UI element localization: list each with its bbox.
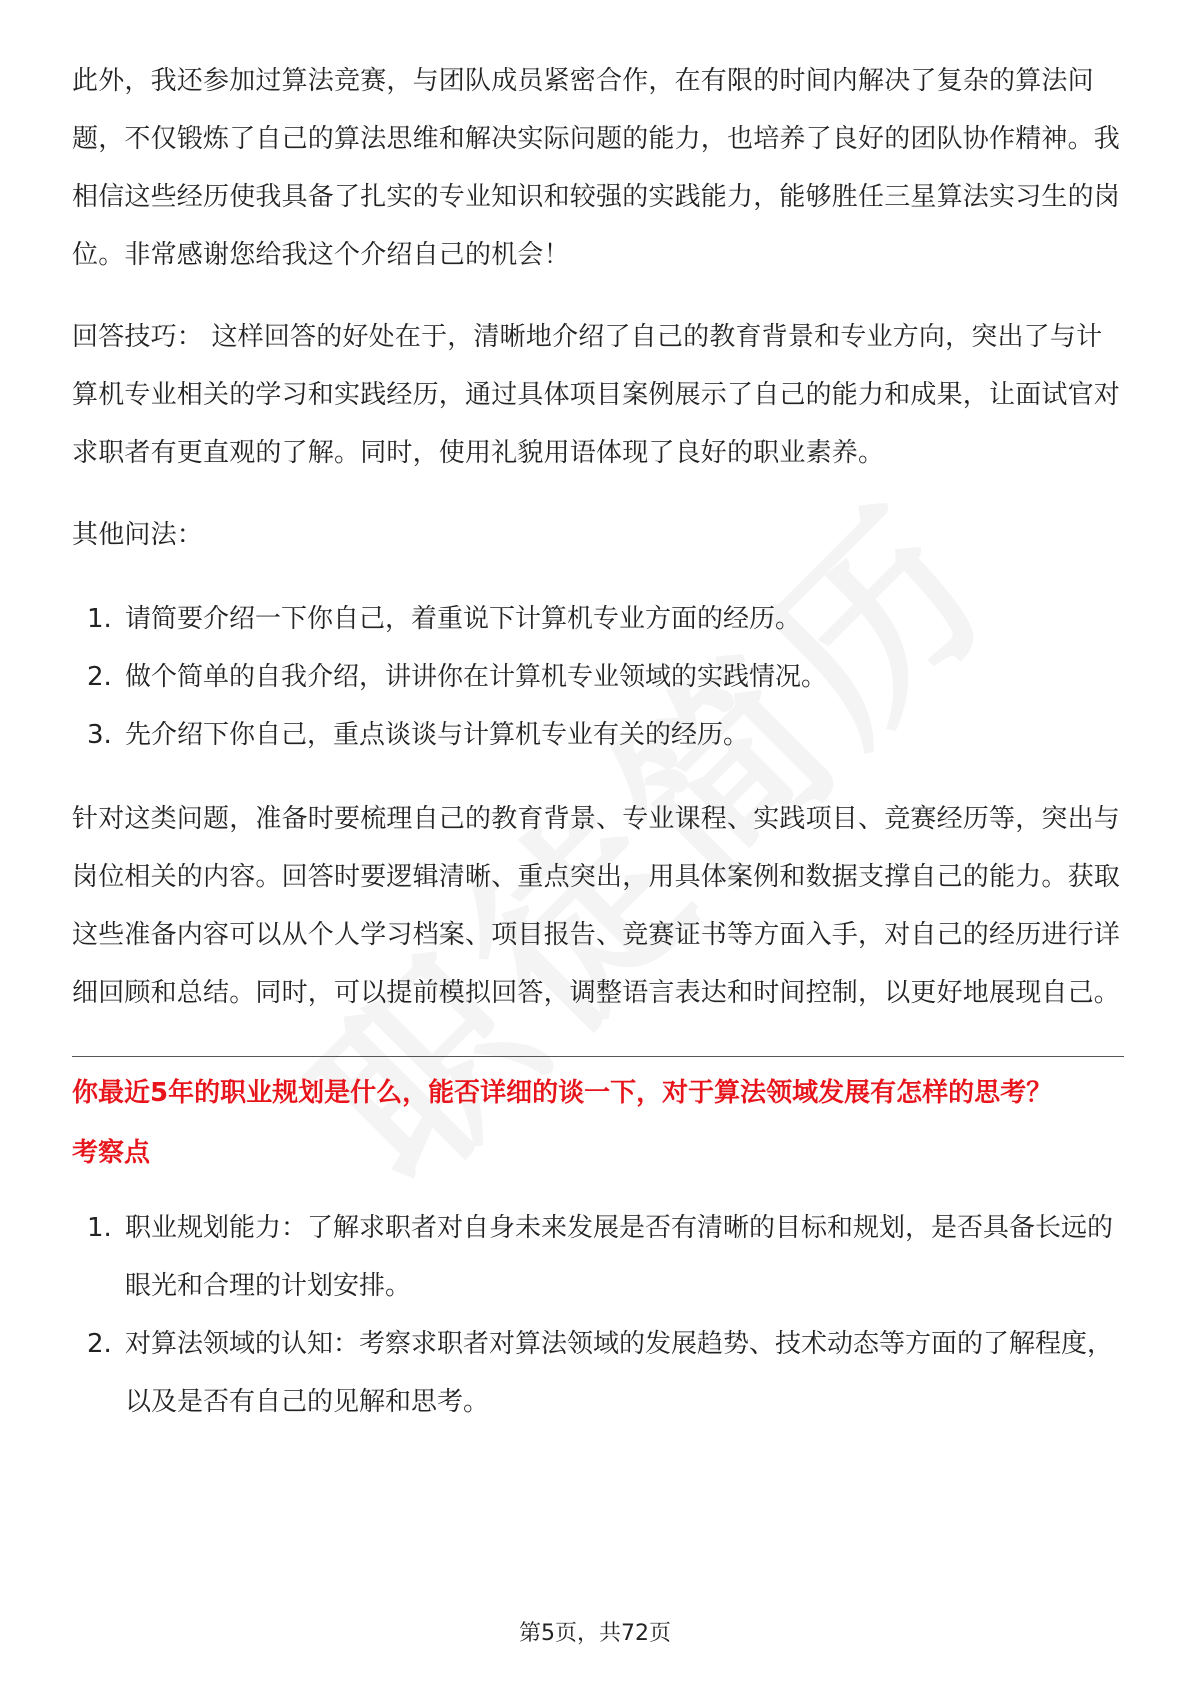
document-page (72, 52, 1124, 1431)
other-questions-list (72, 590, 1124, 764)
section-divider (72, 1056, 1124, 1057)
question-heading: 你最近5年的职业规划是什么，能否详细的谈一下，对于算法领域发展有怎样的思考？ (72, 1078, 1053, 1108)
list-item: 2. 对算法领域的认知：考察求职者对算法领域的发展趋势、技术动态等方面的了解程度，以及是否有自己的见解和思考。 (87, 1329, 1114, 1417)
page-footer: 第5页，共72页 (519, 1621, 671, 1646)
list-item: 1. 职业规划能力：了解求职者对自身未来发展是否有清晰的目标和规划，是否具备长远的眼光和合理的计划安排。 (87, 1213, 1114, 1301)
list-item: 1. 请简要介绍一下你自己，着重说下计算机专业方面的经历。 (87, 604, 802, 634)
paragraph-preparation: 针对这类问题，准备时要梳理自己的教育背景、专业课程、实践项目、竞赛经历等，突出与岗位相关的内容。回答时要逻辑清晰、重点突出，用具体案例和数据支撑自己的能力。获取这些准备内容可以从个人学习档案、项目报告、竞赛证书等方面入手，对自己的经历进行详细回顾和总结。同时，可以提前模拟回答，调整语言表达和时间控制，以更好地展现自己。 (72, 804, 1121, 1008)
check-points-list (72, 1199, 1124, 1431)
subheading-check-points: 考察点 (72, 1138, 151, 1168)
paragraph-competition: 此外，我还参加过算法竞赛，与团队成员紧密合作，在有限的时间内解决了复杂的算法问题，不仅锻炼了自己的算法思维和解决实际问题的能力，也培养了良好的团队协作精神。我相信这些经历使我具备了扎实的专业知识和较强的实践能力，能够胜任三星算法实习生的岗位。非常感谢您给我这个介绍自己的机会！ (72, 66, 1121, 270)
list-item: 2. 做个简单的自我介绍，讲讲你在计算机专业领域的实践情况。 (87, 662, 828, 692)
list-item: 3. 先介绍下你自己，重点谈谈与计算机专业有关的经历。 (87, 720, 750, 750)
paragraph-answer-tips: 回答技巧： 这样回答的好处在于，清晰地介绍了自己的教育背景和专业方向，突出了与计算机专业相关的学习和实践经历，通过具体项目案例展示了自己的能力和成果，让面试官对求职者有更直观的了解。同时，使用礼貌用语体现了良好的职业素养。 (72, 322, 1121, 468)
paragraph-other-questions-label: 其他问法： (72, 520, 204, 550)
